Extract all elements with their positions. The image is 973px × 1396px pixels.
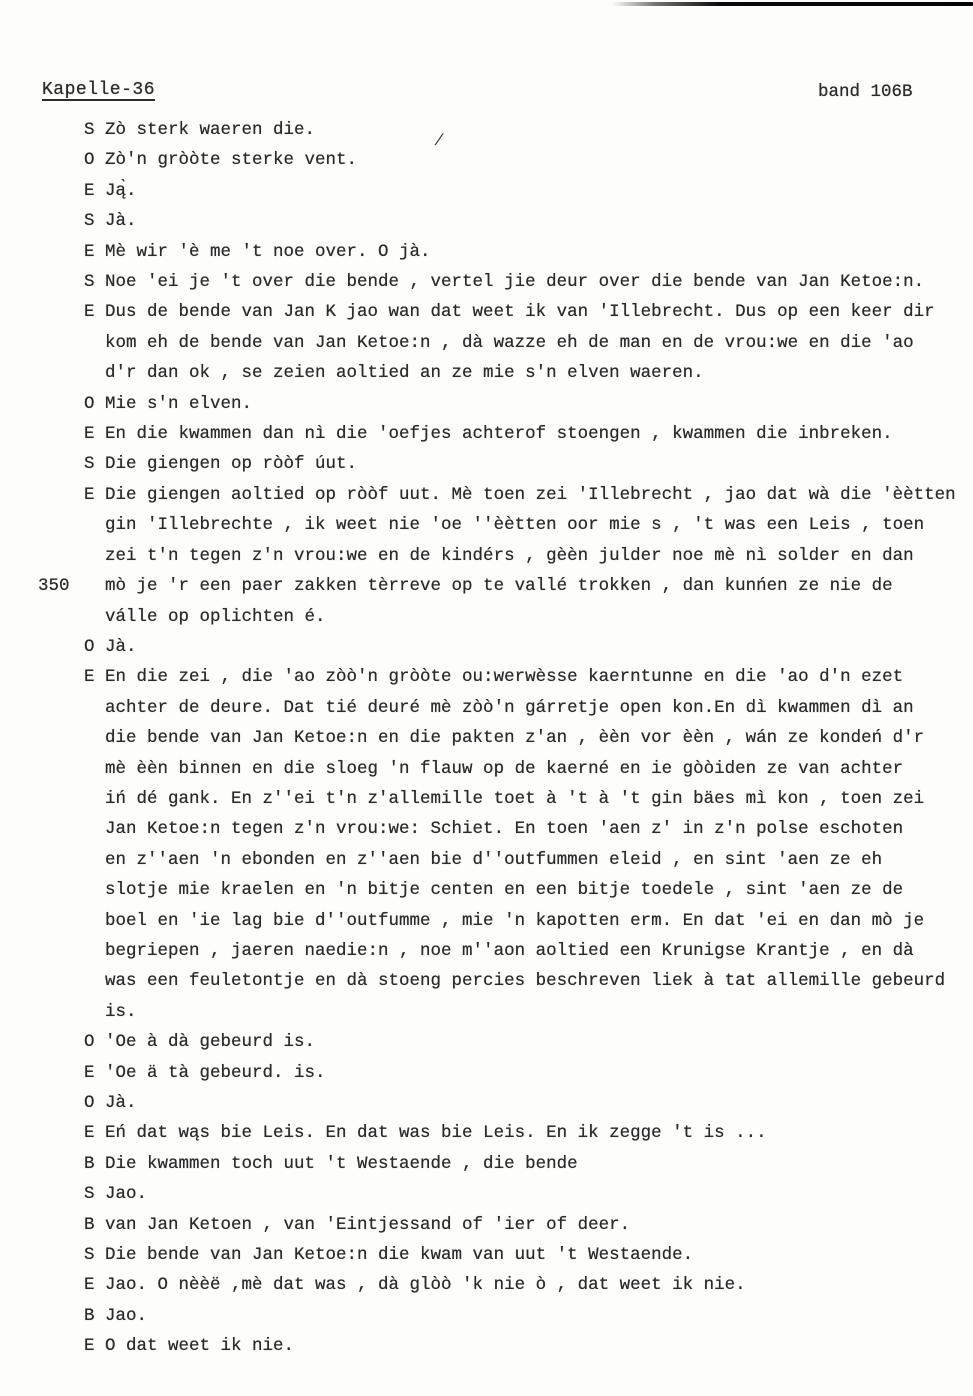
line-text: O dat weet ik nie. bbox=[105, 1336, 295, 1357]
line-text: iń dé gank. En z''ei t'n z'allemille toet à 't à 't gin bäes mì kon , toen zei bbox=[105, 788, 925, 809]
line-text: Zò sterk waeren die. bbox=[105, 120, 316, 140]
speaker-label: S bbox=[84, 1184, 95, 1205]
transcript-line bbox=[0, 206, 973, 236]
line-text: slotje mie kraelen en 'n bitje centen en een bitje toedele , sint 'aen ze de bbox=[105, 880, 904, 901]
speaker-label: O bbox=[84, 393, 95, 414]
transcript-line bbox=[0, 602, 973, 632]
line-text: Mie s'n elven. bbox=[105, 393, 253, 414]
line-text: gin 'Illebrechte , ik weet nie 'oe ''èètten oor mie s , 't was een Leis , toen bbox=[105, 515, 925, 536]
transcript bbox=[0, 115, 973, 1362]
transcript-line bbox=[0, 845, 973, 875]
scan-artifact-top-edge bbox=[612, 2, 973, 6]
transcript-line bbox=[0, 115, 973, 145]
transcript-line bbox=[0, 480, 973, 510]
speaker-label: O bbox=[84, 636, 95, 657]
transcript-line bbox=[0, 1210, 973, 1240]
line-text: is. bbox=[105, 1001, 137, 1022]
transcript-line bbox=[0, 723, 973, 753]
speaker-label: O bbox=[84, 150, 95, 171]
transcript-line bbox=[0, 784, 973, 814]
transcript-line bbox=[0, 510, 973, 540]
speaker-label: E bbox=[84, 302, 95, 323]
line-text: Zò'n gròòte sterke vent. bbox=[105, 150, 358, 171]
speaker-label: E bbox=[84, 484, 95, 505]
line-text: Mè wir 'è me 't noe over. O jà. bbox=[105, 241, 431, 262]
line-text: Eń dat wąs bie Leis. En dat was bie Leis. En ik zegge 't is ... bbox=[105, 1123, 767, 1144]
transcript-line bbox=[0, 267, 973, 297]
speaker-label: O bbox=[84, 1032, 95, 1053]
transcript-line bbox=[0, 1240, 973, 1270]
transcript-line bbox=[0, 966, 973, 996]
transcript-line bbox=[0, 1088, 973, 1118]
band-label: band 106B bbox=[818, 82, 913, 102]
speaker-label: E bbox=[84, 180, 95, 201]
line-text: mò je 'r een paer zakken tèrreve op te vallé trokken , dan kunńen ze nie de bbox=[105, 576, 893, 597]
line-text: En die zei , die 'ao zòò'n gròòte ou:werwèsse kaerntunne en die 'ao d'n ezet bbox=[105, 667, 904, 688]
line-text: válle op oplichten é. bbox=[105, 606, 326, 627]
line-text: Jao. O nèèë ,mè dat was , dà glòò 'k nie ò , dat weet ik nie. bbox=[105, 1275, 746, 1296]
transcript-line bbox=[0, 449, 973, 479]
line-text: Die kwammen toch uut 't Westaende , die bende bbox=[105, 1153, 578, 1174]
transcript-line bbox=[0, 1331, 973, 1361]
line-text: was een feuletontje en dà stoeng percies beschreven liek à tat allemille gebeurd bbox=[105, 971, 946, 992]
speaker-label: B bbox=[84, 1214, 95, 1235]
line-text: Die bende van Jan Ketoe:n die kwam van uut 't Westaende. bbox=[105, 1245, 694, 1266]
transcript-line bbox=[0, 237, 973, 267]
line-text: Dus de bende van Jan K jao wan dat weet ik van 'Illebrecht. Dus op een keer dir bbox=[105, 302, 935, 323]
transcript-line bbox=[0, 328, 973, 358]
line-text: mè èèn binnen en die sloeg 'n flauw op de kaerné en ie gòòiden ze van achter bbox=[105, 758, 904, 779]
transcript-line bbox=[0, 997, 973, 1027]
line-text: Die giengen op ròòf úut. bbox=[105, 454, 358, 475]
transcript-line bbox=[0, 693, 973, 723]
line-text: Jao. bbox=[105, 1184, 148, 1205]
scan-artifact-mark: / bbox=[432, 132, 445, 150]
transcript-line bbox=[0, 1301, 973, 1331]
transcript-line bbox=[0, 1149, 973, 1179]
line-text: Jà. bbox=[105, 211, 137, 232]
line-text: 'Oe à dà gebeurd is. bbox=[105, 1032, 316, 1053]
line-text: En die kwammen dan nì die 'oefjes achterof stoengen , kwammen die inbreken. bbox=[105, 424, 893, 445]
speaker-label: S bbox=[84, 272, 95, 293]
transcript-line bbox=[0, 419, 973, 449]
transcript-line bbox=[0, 936, 973, 966]
speaker-label: E bbox=[84, 424, 95, 445]
line-text: achter de deure. Dat tié deuré mè zòò'n gárretje open kon.En dì kwammen dì an bbox=[105, 697, 914, 718]
speaker-label: O bbox=[84, 1093, 95, 1113]
speaker-label: B bbox=[84, 1153, 95, 1174]
transcript-line bbox=[0, 1179, 973, 1209]
transcript-line bbox=[0, 1118, 973, 1148]
transcript-line bbox=[0, 541, 973, 571]
transcript-line bbox=[0, 1027, 973, 1057]
line-text: Ją̀. bbox=[105, 180, 137, 201]
transcript-line bbox=[0, 632, 973, 662]
line-text: Jan Ketoe:n tegen z'n vrou:we: Schiet. En toen 'aen z' in z'n polse eschoten bbox=[105, 819, 904, 840]
page-title: Kapelle-36 bbox=[42, 80, 156, 100]
transcript-line bbox=[0, 814, 973, 844]
transcript-line bbox=[0, 662, 973, 692]
line-text: Die giengen aoltied op ròòf uut. Mè toen zei 'Illebrecht , jao dat wà die 'èètten bbox=[105, 484, 956, 505]
transcript-line bbox=[0, 176, 973, 206]
speaker-label: E bbox=[84, 1062, 95, 1083]
transcript-line bbox=[0, 1058, 973, 1088]
transcript-line bbox=[0, 754, 973, 784]
line-text: Jao. bbox=[105, 1305, 148, 1326]
line-text: d'r dan ok , se zeien aoltied an ze mie s'n elven waeren. bbox=[105, 363, 704, 384]
line-text: 'Oe ä tà gebeurd. is. bbox=[105, 1062, 326, 1083]
line-text: boel en 'ie lag bie d''outfumme , mie 'n kapotten erm. En dat 'ei en dan mò je bbox=[105, 910, 925, 931]
speaker-label: B bbox=[84, 1305, 95, 1326]
line-text: Jà. bbox=[105, 1093, 137, 1113]
speaker-label: E bbox=[84, 1275, 95, 1296]
margin-line-number: 350 bbox=[38, 576, 70, 597]
line-text: begriepen , jaeren naedie:n , noe m''aon aoltied een Krunigse Krantje , en dà bbox=[105, 940, 914, 961]
line-text: zei t'n tegen z'n vrou:we en de kindérs , gèèn julder noe mè nì solder en dan bbox=[105, 545, 914, 566]
transcript-line bbox=[0, 571, 973, 601]
line-text: die bende van Jan Ketoe:n en die pakten z'an , èèn vor èèn , wán ze kondeń d'r bbox=[105, 728, 925, 749]
transcript-line bbox=[0, 358, 973, 388]
speaker-label: E bbox=[84, 667, 95, 688]
transcript-line bbox=[0, 389, 973, 419]
transcript-line bbox=[0, 297, 973, 327]
transcript-line bbox=[0, 1270, 973, 1300]
line-text: Noe 'ei je 't over die bende , vertel jie deur over die bende van Jan Ketoe:n. bbox=[105, 272, 925, 293]
speaker-label: E bbox=[84, 1123, 95, 1144]
speaker-label: S bbox=[84, 211, 95, 232]
line-text: en z''aen 'n ebonden en z''aen bie d''outfummen eleid , en sint 'aen ze eh bbox=[105, 849, 883, 870]
speaker-label: E bbox=[84, 241, 95, 262]
line-text: van Jan Ketoen , van 'Eintjessand of 'ier of deer. bbox=[105, 1214, 631, 1235]
speaker-label: S bbox=[84, 454, 95, 475]
line-text: kom eh de bende van Jan Ketoe:n , dà wazze eh de man en de vrou:we en die 'ao bbox=[105, 332, 914, 353]
speaker-label: E bbox=[84, 1336, 95, 1357]
speaker-label: S bbox=[84, 120, 95, 140]
speaker-label: S bbox=[84, 1245, 95, 1266]
transcript-line bbox=[0, 875, 973, 905]
transcript-line bbox=[0, 145, 973, 175]
transcript-line bbox=[0, 906, 973, 936]
line-text: Jà. bbox=[105, 636, 137, 657]
